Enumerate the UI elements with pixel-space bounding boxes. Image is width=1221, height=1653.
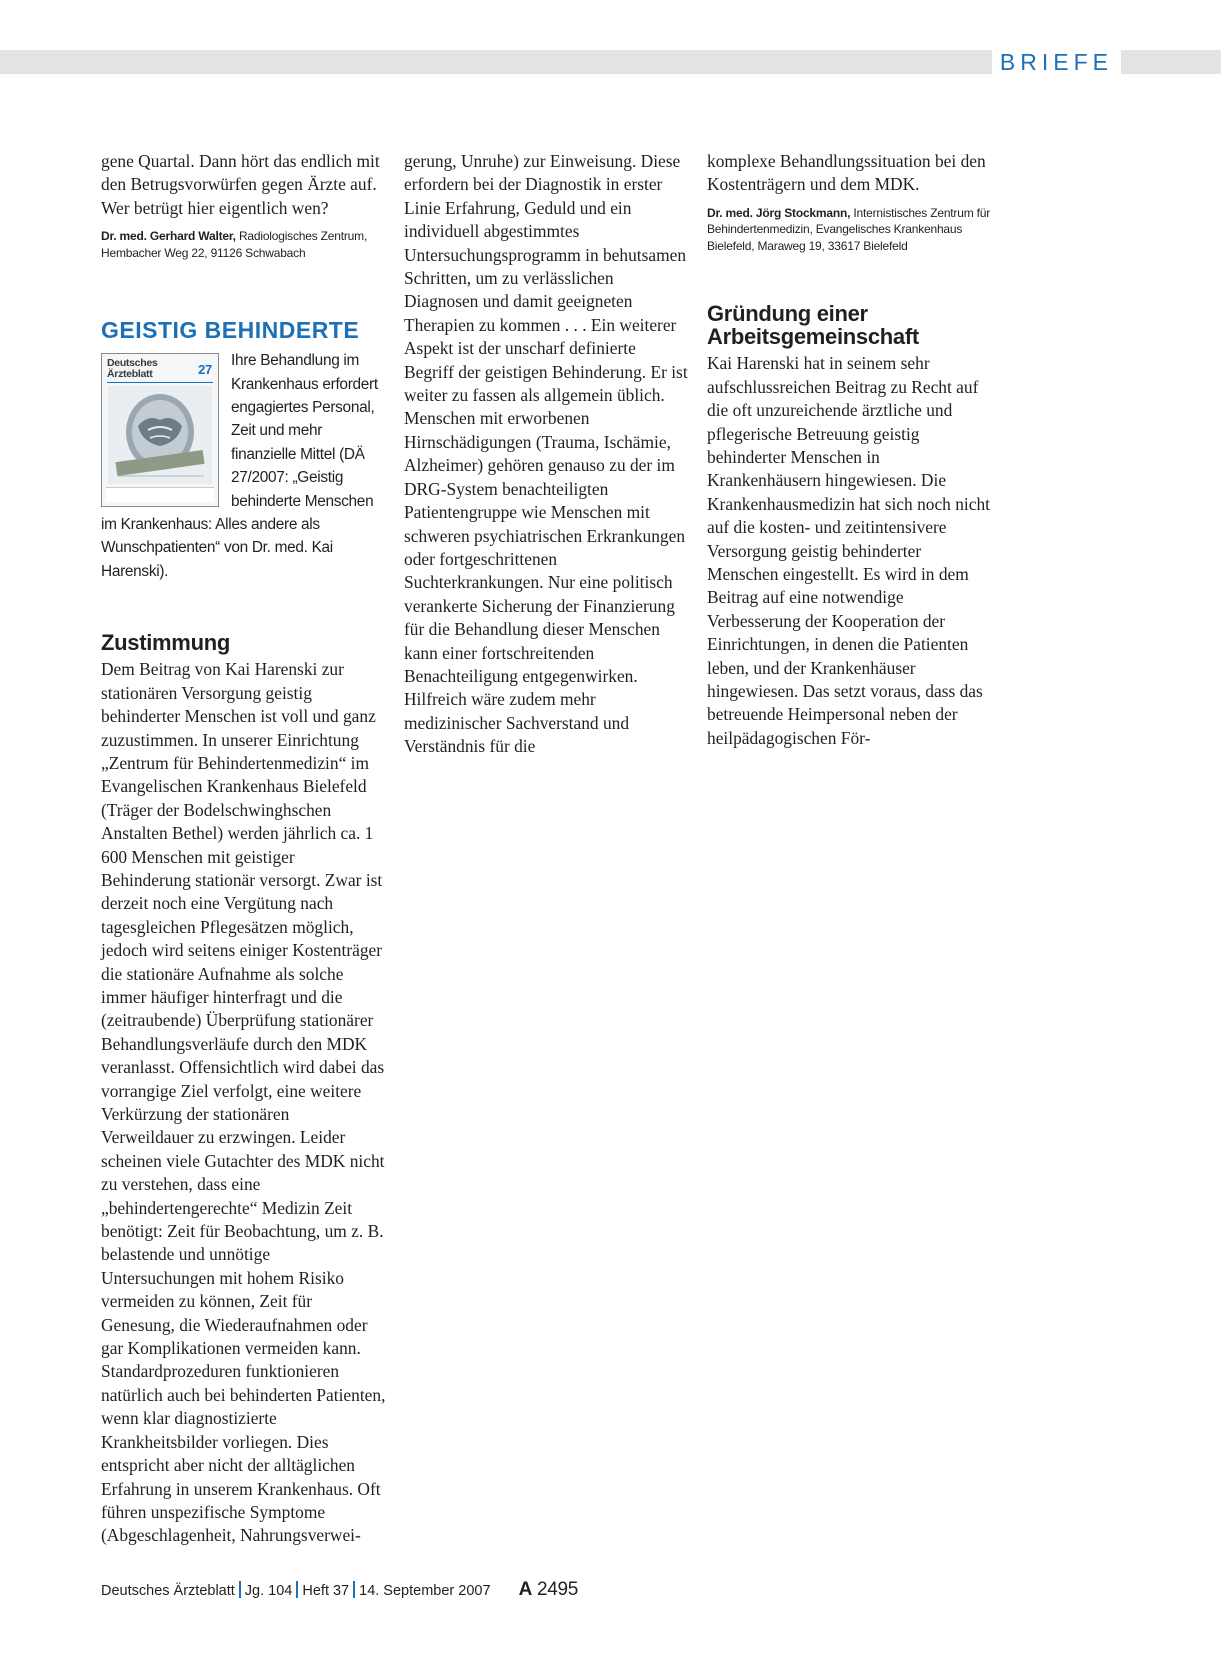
letter-signature — [707, 205, 992, 255]
column-3 — [707, 150, 992, 750]
letter-headline: Zustimmung — [101, 630, 230, 656]
brain-scan-image — [108, 386, 212, 484]
signature-name: Dr. med. Jörg Stockmann, — [707, 205, 851, 220]
topic-heading: GEISTIG BEHINDERTE — [101, 317, 360, 344]
letter-text: gene Quartal. Dann hört das endlich mit den Betrugsvorwürfen gegen Ärzte auf. Wer betrügt hier eigentlich wen? — [101, 151, 380, 218]
letter-body-continued: gerung, Unruhe) zur Einweisung. Diese erfordern bei der Diagnostik in erster Linie Erfahrung, Geduld und ein individuell abgestimmtes Untersuchungsprogramm in behutsamen Schritten, um zu verlässlichen Diagnosen und damit geeigneten Therapien zu kommen . . . Ein weiterer Aspekt ist der unscharf definierte Begriff der geistigen Behinderung. Er ist weiter zu fassen als allgemein üblich. Menschen mit erworbenen Hirnschädigungen (Trauma, Ischämie, Alzheimer) gehören genauso zu der im DRG-System benachteiligten Patientengruppe wie Menschen mit schweren psychiatrischen Erkrankungen oder fortgeschrittenen Suchterkrankungen. Nur eine politisch verankerte Sicherung der Finanzierung für die Behandlung dieser Menschen kann einer fortschreitenden Benachteiligung entgegenwirken. Hilfreich wäre zudem mehr medizinischer Sachverstand und Verständnis für die — [404, 151, 688, 757]
magazine-cover-image — [101, 353, 219, 507]
page-number-value: 2495 — [531, 1579, 579, 1600]
footer-separator — [353, 1581, 355, 1598]
column-1 — [101, 150, 386, 1548]
footer-issue: Heft 37 — [302, 1583, 350, 1599]
footer-journal: Deutsches Ärzteblatt — [101, 1583, 235, 1599]
letter-signature — [101, 228, 386, 261]
signature-address: Internistisches Zentrum für Behindertenmedizin, Evangelisches Krankenhaus Bielefeld, Maraweg 19, 33617 Bielefeld — [707, 205, 991, 253]
footer-separator — [296, 1581, 298, 1598]
letter-text: komplexe Behandlungssituation bei den Kostenträgern und dem MDK. — [707, 151, 986, 195]
footer-separator — [239, 1581, 241, 1598]
footer-date: 14. September 2007 — [359, 1583, 491, 1599]
page-footer — [101, 1579, 578, 1601]
cover-title: Deutsches Ärzteblatt — [107, 357, 158, 381]
cover-rule — [107, 382, 213, 383]
page-prefix: A — [518, 1579, 532, 1600]
section-label: BRIEFE — [992, 48, 1121, 76]
signature-name: Dr. med. Gerhard Walter, — [101, 229, 236, 244]
cover-strip — [106, 487, 214, 502]
letter-body: Dem Beitrag von Kai Harenski zur stationären Versorgung geistig behinderter Menschen ist voll und ganz zuzustimmen. In unserer Einrichtung „Zentrum für Behindertenmedizin“ im Evangelischen Krankenhaus Bielefeld (Träger der Bodelschwinghschen Anstalten Bethel) werden jährlich ca. 1 600 Menschen mit geistiger Behinderung stationär versorgt. Zwar ist derzeit noch eine Vergütung nach tagesgleichen Pflegesätzen möglich, jedoch wird seitens einiger Kostenträger die stationäre Aufnahme als solche immer häufiger hinterfragt und die (zeitraubende) Überprüfung stationärer Behandlungsverläufe durch den MDK veranlasst. Offensichtlich wird dabei das vorrangige Ziel verfolgt, eine weitere Verkürzung der stationären Verweildauer zu erzwingen. Leider scheinen viele Gutachter des MDK nicht zu verstehen, dass eine „behindertengerechte“ Medizin Zeit benötigt: Zeit für Beobachtung, um z. B. belastende und unnötige Untersuchungen mit hohem Risiko vermeiden zu können, Zeit für Genesung, die Wiederaufnahmen oder gar Komplikationen vermeiden kann. Standardprozeduren funktionieren natürlich auch bei behinderten Patienten, wenn klar diagnostizierte Krankheitsbilder vorliegen. Dies entspricht aber nicht der alltäglichen Erfahrung in unserem Krankenhaus. Oft führen unspezifische Symptome (Abgeschlagenheit, Nahrungsverwei- — [101, 659, 386, 1546]
cover-issue-number: 27 — [198, 362, 212, 378]
column-2 — [404, 150, 688, 759]
teaser-text: Ihre Behandlung im Krankenhaus erfordert engagiertes Personal, Zeit und mehr finanzielle Mittel (DÄ 27/2007: „Geistig behinderte Menschen im Krankenhaus: Alles andere als Wunschpatienten“ von Dr. med. Kai Harenski). — [101, 352, 378, 580]
page-number — [519, 1579, 578, 1600]
letter-headline: Gründung einer Arbeitsgemeinschaft — [707, 301, 919, 350]
topic-teaser-block — [101, 349, 386, 583]
letter-body: Kai Harenski hat in seinem sehr aufschlussreichen Beitrag zu Recht auf die oft unzureichende ärztliche und pflegerische Betreuung geistig behinderter Menschen in Krankenhäusern hingewiesen. Die Krankenhausmedizin hat sich noch nicht auf die kosten- und zeitintensivere Versorgung geistig behinderter Menschen eingestellt. Es wird in dem Beitrag auf eine notwendige Verbesserung der Kooperation der Einrichtungen, in denen die Patienten leben, und der Krankenhäuser hingewiesen. Das setzt voraus, dass das betreuende Heimpersonal neben der heilpädagogischen För- — [707, 353, 990, 748]
signature-address: Radiologisches Zentrum, Hembacher Weg 22, 91126 Schwabach — [101, 229, 368, 260]
footer-volume: Jg. 104 — [244, 1583, 293, 1599]
